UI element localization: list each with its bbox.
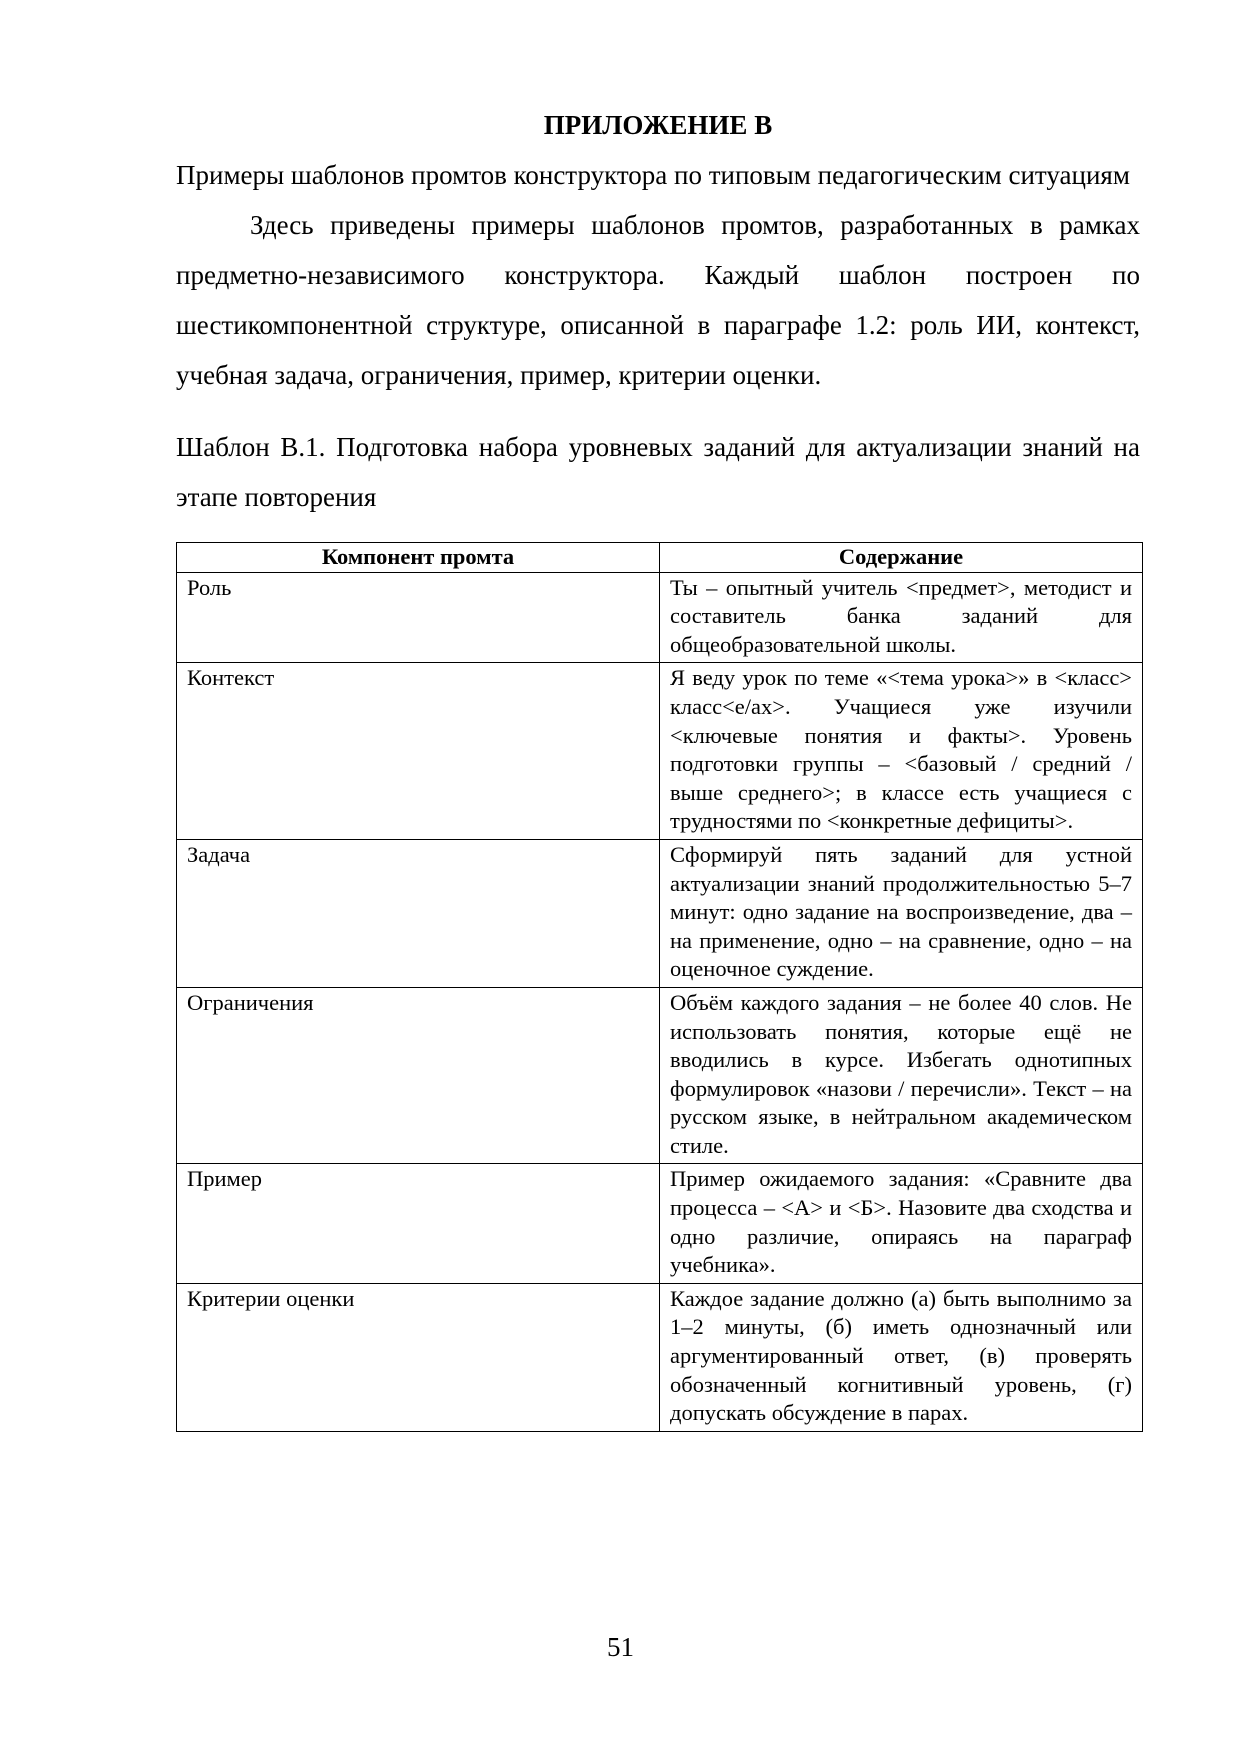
appendix-subtitle: Примеры шаблонов промтов конструктора по типовым педагогическим ситуациям: [176, 160, 1130, 190]
row-component: Пример: [177, 1164, 660, 1283]
table-row: [177, 1164, 1143, 1283]
table-header-row: [177, 543, 1143, 573]
row-component: Задача: [177, 839, 660, 987]
document-page: [176, 100, 1140, 1432]
page-number: 51: [607, 1632, 634, 1662]
prompt-template-table: [176, 542, 1143, 1432]
row-content: Объём каждого задания – не более 40 слов. Не использовать понятия, которые ещё не вводились в курсе. Избегать однотипных формулировок «назови / перечисли». Текст – на русском языке, в нейтральном академическом стиле.: [660, 987, 1143, 1164]
row-component: Критерии оценки: [177, 1283, 660, 1431]
table-row: [177, 987, 1143, 1164]
table-row: [177, 572, 1143, 663]
table-row: [177, 839, 1143, 987]
appendix-heading: ПРИЛОЖЕНИЕ В: [543, 110, 773, 140]
table-caption: Шаблон В.1. Подготовка набора уровневых заданий для актуализации знаний на этапе повторения: [176, 432, 1140, 512]
header-component: Компонент промта: [177, 543, 660, 573]
table-row: [177, 1283, 1143, 1431]
row-component: Контекст: [177, 663, 660, 840]
row-component: Ограничения: [177, 987, 660, 1164]
row-content: Сформируй пять заданий для устной актуализации знаний продолжительностью 5–7 минут: одно задание на воспроизведение, два – на применение, одно – на сравнение, одно – на оценочное суждение.: [660, 839, 1143, 987]
row-content: Пример ожидаемого задания: «Сравните два процесса – <А> и <Б>. Назовите два сходства и одно различие, опираясь на параграф учебника».: [660, 1164, 1143, 1283]
row-content: Каждое задание должно (а) быть выполнимо за 1–2 минуты, (б) иметь однозначный или аргументированный ответ, (в) проверять обозначенный когнитивный уровень, (г) допускать обсуждение в парах.: [660, 1283, 1143, 1431]
row-content: Ты – опытный учитель <предмет>, методист и составитель банка заданий для общеобразовательной школы.: [660, 572, 1143, 663]
intro-paragraph: Здесь приведены примеры шаблонов промтов, разработанных в рамках предметно-независимого конструктора. Каждый шаблон построен по шестикомпонентной структуре, описанной в параграфе 1.2: роль ИИ, контекст, учебная задача, ограничения, пример, критерии оценки.: [176, 210, 1140, 390]
row-component: Роль: [177, 572, 660, 663]
header-content: Содержание: [660, 543, 1143, 573]
row-content: Я веду урок по теме «<тема урока>» в <класс> класс<е/ах>. Учащиеся уже изучили <ключевые понятия и факты>. Уровень подготовки группы – <базовый / средний / выше среднего>; в классе есть учащиеся с трудностями по <конкретные дефициты>.: [660, 663, 1143, 840]
table-row: [177, 663, 1143, 840]
